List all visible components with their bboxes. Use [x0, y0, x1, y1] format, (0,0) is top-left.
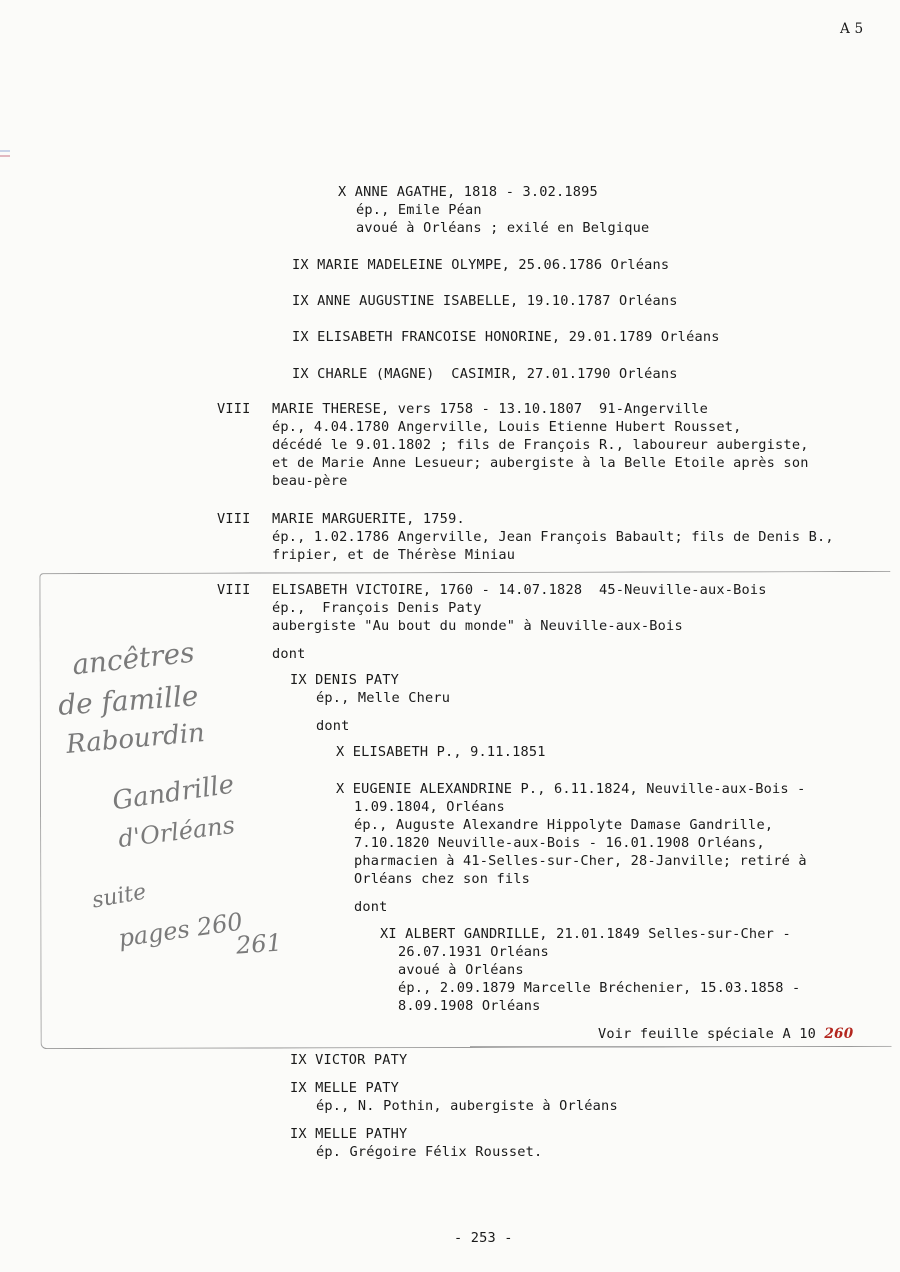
entry-line: 7.10.1820 Neuville-aux-Bois - 16.01.1908 Orléans,	[354, 835, 765, 851]
entry-line: ép., 2.09.1879 Marcelle Bréchenier, 15.03.1858 -	[398, 980, 801, 996]
entry-text: VICTOR PATY	[306, 1052, 408, 1068]
entry-line	[380, 925, 791, 943]
entry-text: ANNE AGATHE, 1818 - 3.02.1895	[346, 184, 598, 200]
handwritten-note-line: 261	[235, 928, 283, 960]
generation-marker: VIII	[217, 511, 251, 527]
generation-marker: IX	[290, 1052, 307, 1068]
generation-marker: IX	[292, 329, 309, 345]
entry-line: et de Marie Anne Lesueur; aubergiste à la Belle Etoile après son	[272, 455, 809, 471]
entry-line: Orléans chez son fils	[354, 871, 531, 887]
entry-line: avoué à Orléans ; exilé en Belgique	[356, 220, 650, 236]
generation-marker: X	[336, 744, 345, 760]
entry-line: ép., Auguste Alexandre Hippolyte Damase Gandrille,	[354, 817, 774, 833]
handwritten-note-line: d'Orléans	[116, 810, 237, 854]
entry-line: 1.09.1804, Orléans	[354, 799, 505, 815]
pencil-underline	[470, 1046, 770, 1047]
entry-line	[290, 1079, 399, 1097]
entry-line: dont	[316, 718, 350, 734]
entry-text: CHARLE (MAGNE) CASIMIR, 27.01.1790 Orléans	[308, 366, 678, 382]
see-also-reference	[598, 1025, 853, 1043]
generation-marker: IX	[290, 1126, 307, 1142]
entry-line	[336, 780, 806, 798]
entry-text: ANNE AUGUSTINE ISABELLE, 19.10.1787 Orléans	[308, 293, 678, 309]
entry-line: ép., Melle Cheru	[316, 690, 451, 706]
entry-line: beau-père	[272, 473, 348, 489]
entry-line: décédé le 9.01.1802 ; fils de François R., laboureur aubergiste,	[272, 437, 809, 453]
entry-text: MELLE PATY	[306, 1080, 400, 1096]
entry-text: MARIE MADELEINE OLYMPE, 25.06.1786 Orléans	[308, 257, 670, 273]
entry-text: ELISABETH FRANCOISE HONORINE, 29.01.1789 Orléans	[308, 329, 720, 345]
entry-line	[292, 365, 678, 383]
handwritten-note-line: ancêtres	[70, 635, 196, 682]
generation-marker: IX	[292, 257, 309, 273]
entry-line: ép. Grégoire Félix Rousset.	[316, 1144, 543, 1160]
entry-text: ELISABETH P., 9.11.1851	[344, 744, 546, 760]
entry-line: fripier, et de Thérèse Miniau	[272, 547, 516, 563]
generation-marker: X	[336, 781, 345, 797]
page-reference: A 5	[840, 21, 864, 37]
entry-text: MELLE PATHY	[306, 1126, 408, 1142]
entry-line: avoué à Orléans	[398, 962, 524, 978]
red-page-annotation: 260	[824, 1026, 854, 1042]
entry-line: MARIE MARGUERITE, 1759.	[272, 511, 465, 527]
entry-line: ép., N. Pothin, aubergiste à Orléans	[316, 1098, 618, 1114]
edge-marker	[0, 150, 10, 152]
handwritten-note-line: pages 260	[116, 907, 245, 953]
entry-line: MARIE THERESE, vers 1758 - 13.10.1807 91-Angerville	[272, 401, 708, 417]
entry-text: EUGENIE ALEXANDRINE P., 6.11.1824, Neuville-aux-Bois -	[344, 781, 806, 797]
generation-marker: IX	[292, 293, 309, 309]
entry-text: Voir feuille spéciale A 10	[598, 1026, 825, 1042]
entry-line: ép., François Denis Paty	[272, 600, 482, 616]
entry-line: pharmacien à 41-Selles-sur-Cher, 28-Janville; retiré à	[354, 853, 807, 869]
handwritten-note-line: Rabourdin	[64, 718, 206, 760]
edge-marker	[0, 155, 10, 157]
entry-line	[338, 183, 598, 201]
generation-marker: IX	[290, 672, 307, 688]
entry-line	[292, 328, 720, 346]
entry-line: ép., 1.02.1786 Angerville, Jean François Babault; fils de Denis B.,	[272, 529, 834, 545]
generation-marker: X	[338, 184, 347, 200]
entry-line: dont	[354, 899, 388, 915]
entry-line: aubergiste "Au bout du monde" à Neuville-aux-Bois	[272, 618, 683, 634]
entry-line	[292, 256, 669, 274]
generation-marker: VIII	[217, 582, 251, 598]
handwritten-note-line: Gandrille	[110, 769, 236, 817]
entry-line: 26.07.1931 Orléans	[398, 944, 549, 960]
generation-marker: IX	[292, 366, 309, 382]
entry-line: ép., Emile Péan	[356, 202, 482, 218]
entry-line: ép., 4.04.1780 Angerville, Louis Etienne Hubert Rousset,	[272, 419, 742, 435]
generation-marker: XI	[380, 926, 397, 942]
entry-line	[336, 743, 546, 761]
entry-line	[292, 292, 678, 310]
entry-line: dont	[272, 646, 306, 662]
entry-line: ELISABETH VICTOIRE, 1760 - 14.07.1828 45-Neuville-aux-Bois	[272, 582, 767, 598]
entry-text: ALBERT GANDRILLE, 21.01.1849 Selles-sur-Cher -	[396, 926, 791, 942]
handwritten-note-line: suite	[90, 879, 149, 914]
entry-text: DENIS PATY	[306, 672, 400, 688]
entry-line	[290, 1125, 407, 1143]
generation-marker: IX	[290, 1080, 307, 1096]
generation-marker: VIII	[217, 401, 251, 417]
entry-line	[290, 671, 399, 689]
page-number: - 253 -	[454, 1230, 513, 1246]
entry-line: 8.09.1908 Orléans	[398, 998, 541, 1014]
handwritten-note-line: de famille	[57, 679, 200, 722]
entry-line	[290, 1051, 407, 1069]
